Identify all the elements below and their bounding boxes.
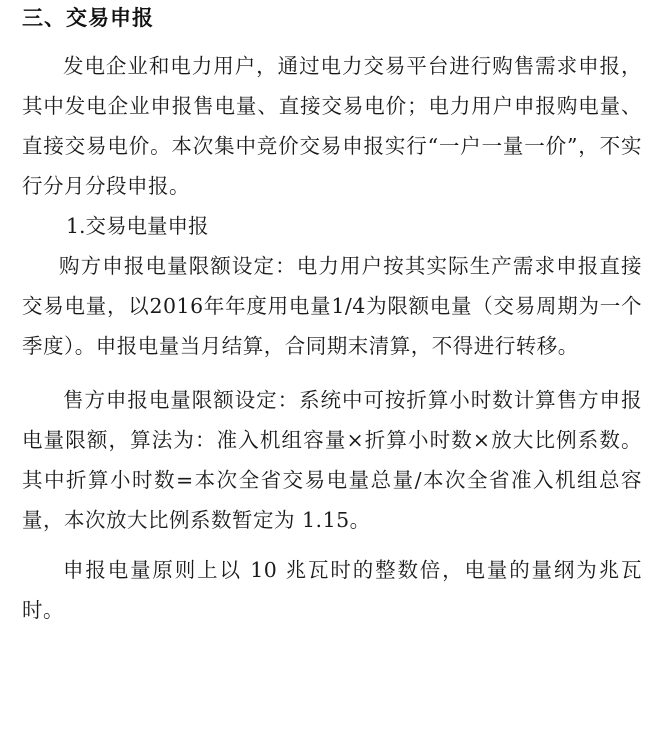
paragraph-volume-unit: 申报电量原则上以 10 兆瓦时的整数倍，电量的量纲为兆瓦时。 bbox=[22, 558, 642, 622]
subsection-heading-volume-declaration: 1.交易电量申报 bbox=[66, 214, 209, 238]
document-page bbox=[22, 0, 642, 630]
paragraph-trading-declaration: 发电企业和电力用户，通过电力交易平台进行购售需求申报，其中发电企业申报售电量、直接交易电价；电力用户申报购电量、直接交易电价。本次集中竞价交易申报实行“一户一量一价”，不实行分月分段申报。 bbox=[22, 54, 642, 198]
section-heading: 三、交易申报 bbox=[22, 6, 154, 30]
paragraph-seller-limit: 售方申报电量限额设定：系统中可按折算小时数计算售方申报电量限额，算法为：准入机组容量×折算小时数×放大比例系数。其中折算小时数=本次全省交易电量总量/本次全省准入机组总容量，本次放大比例系数暂定为 1.15。 bbox=[22, 388, 642, 532]
paragraph-buyer-limit: 购方申报电量限额设定：电力用户按其实际生产需求申报直接交易电量，以2016年年度用电量1/4为限额电量（交易周期为一个季度）。申报电量当月结算，合同期末清算，不得进行转移。 bbox=[22, 254, 642, 358]
